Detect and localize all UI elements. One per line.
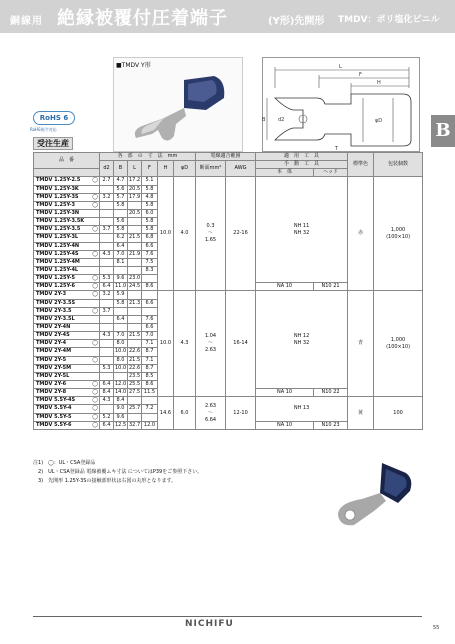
cell-L: 21.5 xyxy=(129,234,141,241)
header-awg: AWG xyxy=(226,161,256,177)
cell-B: 5.6 xyxy=(114,185,128,193)
cell-F: 6.6 xyxy=(142,323,158,331)
cell-awg: 16-14 xyxy=(226,291,256,397)
cell-F: 4.8 xyxy=(142,193,158,201)
cell-phiD: 4.3 xyxy=(174,291,196,397)
cell-L: 17.9 xyxy=(129,193,141,200)
cell-B xyxy=(114,266,128,274)
page-title: 絶縁被覆付圧着端子 xyxy=(57,8,228,29)
cell-tools: NH 11 NH 32 xyxy=(256,177,348,283)
cell-B: 6.2 xyxy=(114,234,128,242)
cell-d2 xyxy=(100,234,114,242)
cell-F: 5.8 xyxy=(142,226,158,234)
cell-L: 25.7 xyxy=(129,405,141,412)
cell-B: 7.0 xyxy=(114,250,128,258)
dim-H-label: H xyxy=(377,80,381,86)
cell-d2: 6.4 xyxy=(100,421,114,429)
cell-d2: 8.4 xyxy=(100,389,114,397)
footnote-3: 3) 先開形 1.25Y-3Sの接触部形状は右図の丸形となります。 xyxy=(33,478,177,484)
cell-B: 11.0 xyxy=(115,283,127,290)
cell-B: 5.8 xyxy=(114,201,128,209)
cell-B: 6.4 xyxy=(114,242,128,250)
part-number: TMDV 2Y-3.5L xyxy=(34,315,100,323)
cell-L: 21.9 xyxy=(129,250,141,257)
footnote-1: 注1) ◯：UL・CSA登録品 xyxy=(33,460,96,466)
cell-d2 xyxy=(100,266,114,274)
cell-B: 5.9 xyxy=(114,291,128,299)
cell-d2 xyxy=(100,356,114,364)
header-pkg: 包装個数 xyxy=(374,153,423,177)
cell-F xyxy=(142,397,158,405)
cell-pkg: 100 xyxy=(374,397,423,430)
page-subtitle: (Y形)先開形 xyxy=(268,16,325,27)
cell-d2: 3.7 xyxy=(100,226,114,234)
cell-B: 5.6 xyxy=(114,218,128,226)
cell-F: 8.5 xyxy=(142,372,158,380)
cell-L: 23.5 xyxy=(129,372,141,379)
cell-F xyxy=(142,291,158,299)
cell-d2 xyxy=(100,242,114,250)
header-L: L xyxy=(128,161,142,177)
cell-d2: 2.7 xyxy=(100,177,114,185)
cell-B: 10.0 xyxy=(115,348,127,355)
cell-d2 xyxy=(100,201,114,209)
header-dims: 各 部 の 寸 法 mm xyxy=(100,153,196,161)
part-number: TMDV 1.25Y-3S ◯ xyxy=(34,193,100,201)
terminal-photo-image xyxy=(114,58,244,153)
header-d2: d2 xyxy=(100,161,114,177)
part-number: TMDV 1.25Y-3 ◯ xyxy=(34,201,100,209)
cell-B xyxy=(114,323,128,331)
cell-F: 6.6 xyxy=(142,242,158,250)
part-number: TMDV 2Y-3.5 ◯ xyxy=(34,307,100,315)
cell-L xyxy=(128,242,142,250)
header-body: 本 体 xyxy=(256,169,314,177)
cell-tools: NH 12 NH 32 xyxy=(256,291,348,389)
cell-d2 xyxy=(100,405,114,413)
cell-B xyxy=(114,209,128,217)
cell-color: 赤 xyxy=(348,177,374,291)
cell-tool-head: N10 21 xyxy=(314,283,348,291)
cell-tool-head: N10 22 xyxy=(314,389,348,397)
rohs-note: RoHS指令対応 xyxy=(30,127,57,132)
cell-L: 20.5 xyxy=(129,210,141,217)
cell-F: 8.6 xyxy=(142,380,158,388)
footnotes xyxy=(33,459,202,486)
cell-B: 12.0 xyxy=(115,381,127,387)
part-number: TMDV 1.25Y-3.5 ◯ xyxy=(34,226,100,234)
part-number: TMDV 2Y-3 ◯ xyxy=(34,291,100,299)
cell-L xyxy=(128,413,142,421)
part-number: TMDV 2Y-5M xyxy=(34,364,100,372)
header-H: H xyxy=(158,161,174,177)
part-number: TMDV 2Y-5 ◯ xyxy=(34,356,100,364)
cell-L: 20.5 xyxy=(129,185,141,192)
cell-awg: 22-16 xyxy=(226,177,256,291)
footer-divider xyxy=(33,616,422,617)
part-number: TMDV 1.25Y-4S ◯ xyxy=(34,250,100,258)
part-number: TMDV 1.25Y-5 ◯ xyxy=(34,275,100,283)
cell-B: 12.5 xyxy=(115,421,127,428)
table-row xyxy=(34,177,423,185)
dim-L-label: L xyxy=(339,64,342,70)
cell-B xyxy=(114,307,128,315)
cell-tool-head: N10 23 xyxy=(314,421,348,429)
cell-F: 7.6 xyxy=(142,315,158,323)
cell-L xyxy=(128,226,142,234)
header-B: B xyxy=(114,161,128,177)
cell-L: 23.0 xyxy=(129,275,141,282)
cell-B: 5.7 xyxy=(114,193,128,201)
cell-d2: 4.3 xyxy=(100,250,114,258)
cell-F: 7.1 xyxy=(142,340,158,348)
cell-B xyxy=(114,372,128,380)
cell-B: 6.4 xyxy=(114,315,128,323)
cell-pkg: 1,000 (100×10) xyxy=(374,291,423,397)
part-number: TMDV 2Y-4S xyxy=(34,332,100,340)
cell-F: 6.0 xyxy=(142,209,158,217)
header-item: 品 番 xyxy=(34,153,100,169)
dim-phiD-label: φD xyxy=(375,118,383,124)
cell-d2: 5.3 xyxy=(100,275,114,283)
round-terminal-image xyxy=(322,453,420,533)
cell-F: 6.8 xyxy=(142,234,158,242)
cell-L: 22.6 xyxy=(129,364,141,371)
header-head: ヘッド xyxy=(314,169,348,177)
part-number: TMDV 1.25Y-4M xyxy=(34,258,100,266)
cell-B: 9.6 xyxy=(114,413,128,421)
part-number: TMDV 5.5Y-6 ◯ xyxy=(34,421,100,429)
cell-L xyxy=(128,307,142,315)
cell-F: 7.2 xyxy=(142,405,158,413)
cell-H: 14.6 xyxy=(158,397,174,430)
cell-pkg: 1,000 (100×10) xyxy=(374,177,423,291)
cell-L xyxy=(128,315,142,323)
part-number: TMDV 1.25Y-3.5K xyxy=(34,218,100,226)
cell-F: 7.1 xyxy=(142,356,158,364)
cell-color: 黄 xyxy=(348,397,374,430)
page-number: 55 xyxy=(433,625,440,631)
cell-tools: NH 13 xyxy=(256,397,348,421)
cell-B: 14.0 xyxy=(115,389,127,396)
cell-tool-body: NA 10 xyxy=(256,389,314,397)
part-number: TMDV 5.5Y-4 ◯ xyxy=(34,405,100,413)
cell-B: 9.0 xyxy=(114,405,128,413)
photo-label: ■TMDV Y形 xyxy=(116,62,151,69)
cell-L xyxy=(128,397,142,405)
cell-d2 xyxy=(100,323,114,331)
cell-d2 xyxy=(100,372,114,380)
cell-L: 21.5 xyxy=(129,332,141,339)
part-number: TMDV 1.25Y-3L xyxy=(34,234,100,242)
cell-tool-body: NA 10 xyxy=(256,421,314,429)
part-number: TMDV 2Y-4 ◯ xyxy=(34,340,100,348)
cell-B: 8.4 xyxy=(114,397,128,405)
product-photo xyxy=(113,57,243,152)
table-row xyxy=(34,397,423,405)
cell-B: 5.8 xyxy=(114,226,128,234)
cell-B: 7.0 xyxy=(114,332,128,340)
cell-L: 24.5 xyxy=(129,283,141,290)
part-number: TMDV 5.5Y-5 ◯ xyxy=(34,413,100,421)
cell-L: 22.6 xyxy=(129,348,141,355)
cell-d2 xyxy=(100,315,114,323)
cell-phiD: 4.0 xyxy=(174,177,196,291)
cell-d2 xyxy=(100,299,114,307)
cell-d2: 3.2 xyxy=(100,291,114,299)
cell-L xyxy=(128,218,142,226)
cell-B: 4.7 xyxy=(114,177,128,185)
cell-F: 8.6 xyxy=(142,283,158,291)
spec-table xyxy=(33,152,423,430)
part-number: TMDV 1.25Y-4N xyxy=(34,242,100,250)
cell-L xyxy=(128,340,142,348)
header-area: 断面mm² xyxy=(196,161,226,177)
cell-d2: 3.2 xyxy=(100,193,114,201)
part-number: TMDV 2Y-8 ◯ xyxy=(34,389,100,397)
cell-area: 1.04 ～ 2.63 xyxy=(196,291,226,397)
cell-d2 xyxy=(100,185,114,193)
footnote-2: 2) UL・CSA登録品 電線被覆ムキ寸法 についてはP39をご参照下さい。 xyxy=(33,469,203,475)
round-terminal-illustration xyxy=(322,453,420,533)
table-row xyxy=(34,291,423,299)
cell-color: 青 xyxy=(348,291,374,397)
header-F: F xyxy=(142,161,158,177)
series-label: TMDV：ポリ塩化ビニル xyxy=(338,15,440,25)
part-number: TMDV 1.25Y-6 ◯ xyxy=(34,283,100,291)
cell-F: 5.8 xyxy=(142,185,158,193)
cell-L xyxy=(128,266,142,274)
header-color: 標準色 xyxy=(348,153,374,177)
cell-B: 5.8 xyxy=(114,299,128,307)
cell-awg: 12-10 xyxy=(226,397,256,430)
dim-d2-label: d2 xyxy=(278,117,285,123)
cell-d2 xyxy=(100,218,114,226)
cell-F: 5.1 xyxy=(142,177,158,185)
header-manual: 手 動 工 具 xyxy=(256,161,348,169)
cell-F: 6.6 xyxy=(142,299,158,307)
header-phiD: φD xyxy=(174,161,196,177)
cell-phiD: 6.0 xyxy=(174,397,196,430)
cell-B: 8.1 xyxy=(114,258,128,266)
cell-L: 21.5 xyxy=(129,356,141,363)
cell-F: 7.6 xyxy=(142,250,158,258)
cell-B: 8.0 xyxy=(114,340,128,348)
cell-L xyxy=(128,291,142,299)
cell-F xyxy=(142,413,158,421)
cell-d2: 3.7 xyxy=(100,307,114,315)
cell-F: 8.7 xyxy=(142,348,158,356)
cell-F: 8.7 xyxy=(142,364,158,372)
spec-table-body xyxy=(34,177,423,429)
cell-F: 12.0 xyxy=(142,421,158,429)
cell-d2 xyxy=(100,340,114,348)
part-number: TMDV 1.25Y-3K xyxy=(34,185,100,193)
cell-F xyxy=(142,275,158,283)
header-blank xyxy=(34,169,100,177)
cell-L: 17.2 xyxy=(129,177,141,184)
cell-F: 7.5 xyxy=(142,258,158,266)
cell-d2: 4.3 xyxy=(100,397,114,405)
cell-F: 7.0 xyxy=(142,332,158,340)
section-tab: B xyxy=(431,115,455,147)
cell-L xyxy=(128,258,142,266)
cell-area: 2.63 ～ 6.64 xyxy=(196,397,226,430)
cell-H: 10.0 xyxy=(158,291,174,397)
dim-B-label: B xyxy=(262,117,266,123)
company-logo: NICHIFU xyxy=(185,619,234,629)
cell-d2 xyxy=(100,209,114,217)
dimension-drawing-svg xyxy=(263,58,421,153)
category-label: 銅線用 xyxy=(10,16,43,27)
cell-d2 xyxy=(100,348,114,356)
cell-H: 10.0 xyxy=(158,177,174,291)
part-number: TMDV 2Y-5L xyxy=(34,372,100,380)
cell-d2: 6.4 xyxy=(100,283,114,291)
cell-B: 9.6 xyxy=(114,275,128,283)
cell-tool-body: NA 10 xyxy=(256,283,314,291)
cell-L xyxy=(128,323,142,331)
part-number: TMDV 1.25Y-3N xyxy=(34,209,100,217)
cell-L: 25.5 xyxy=(129,381,141,387)
part-number: TMDV 2Y-4M xyxy=(34,348,100,356)
cell-L: 21.3 xyxy=(129,299,141,306)
header-tools: 適 用 工 具 xyxy=(256,153,348,161)
part-number: TMDV 5.5Y-4S ◯ xyxy=(34,397,100,405)
cell-area: 0.3 ～ 1.65 xyxy=(196,177,226,291)
cell-L xyxy=(128,201,142,209)
cell-L: 27.5 xyxy=(129,389,141,396)
page-header xyxy=(0,0,455,33)
part-number: TMDV 2Y-3.5S xyxy=(34,299,100,307)
dimension-drawing xyxy=(262,57,420,152)
cell-F: 5.8 xyxy=(142,218,158,226)
cell-F xyxy=(142,307,158,315)
cell-L: 32.7 xyxy=(129,421,141,428)
cell-d2: 4.3 xyxy=(100,332,114,340)
part-number: TMDV 1.25Y-4L xyxy=(34,266,100,274)
cell-d2: 5.3 xyxy=(100,364,114,372)
header-range: 電線適合範囲 xyxy=(196,153,256,161)
cell-d2 xyxy=(100,258,114,266)
dim-F-label: F xyxy=(359,72,362,78)
dim-T-label: T xyxy=(335,146,339,152)
cell-B: 8.0 xyxy=(114,356,128,364)
part-number: TMDV 2Y-4N xyxy=(34,323,100,331)
cell-d2: 6.4 xyxy=(100,380,114,388)
part-number: TMDV 1.25Y-2.5 ◯ xyxy=(34,177,100,185)
cell-F: 11.5 xyxy=(142,389,158,397)
cell-F: 5.8 xyxy=(142,201,158,209)
cell-B: 10.0 xyxy=(115,364,127,371)
cell-F: 8.3 xyxy=(142,266,158,274)
part-number: TMDV 2Y-6 ◯ xyxy=(34,380,100,388)
rohs-badge: RoHS 6 xyxy=(33,111,75,125)
made-to-order-label: 受注生産 xyxy=(33,137,73,150)
cell-d2: 5.2 xyxy=(100,413,114,421)
